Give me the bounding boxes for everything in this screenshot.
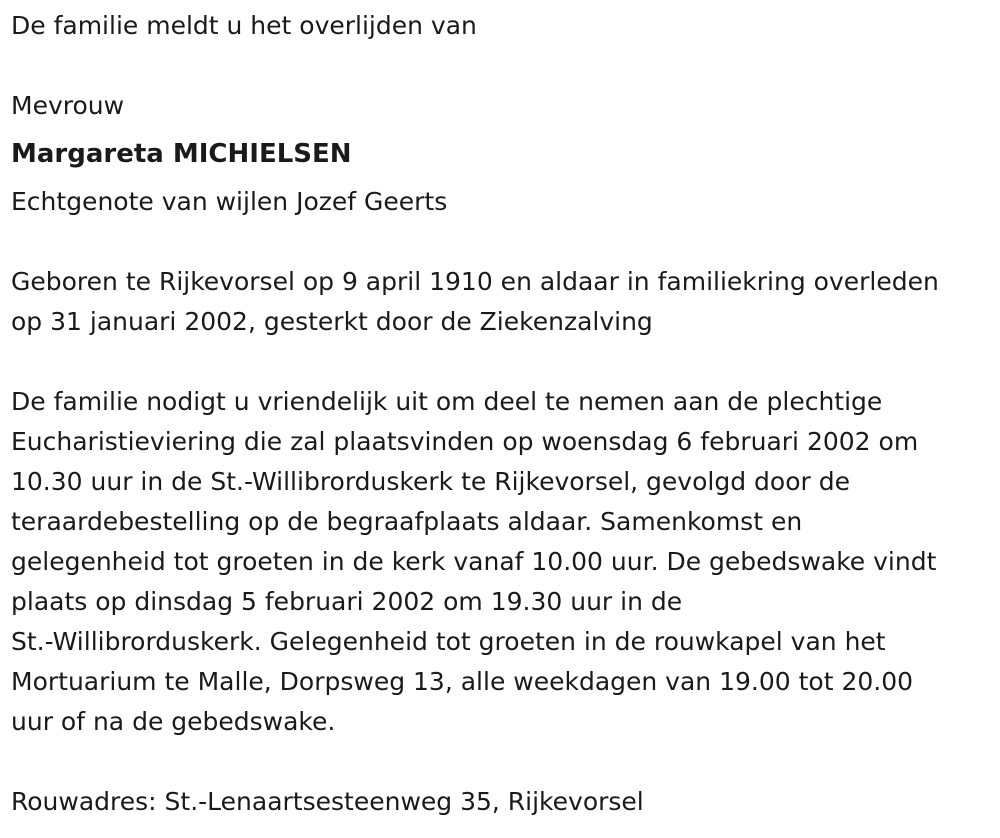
paragraph-line: teraardebestelling op de begraafplaats aldaar. Samenkomst en <box>11 507 803 536</box>
spacer <box>11 342 996 382</box>
paragraph-line: 10.30 uur in de St.-Willibrorduskerk te Rijkevorsel, gevolgd door de <box>11 467 850 496</box>
intro-text: De familie meldt u het overlijden van <box>11 11 477 40</box>
paragraph-line: St.-Willibrorduskerk. Gelegenheid tot groeten in de rouwkapel van het <box>11 627 886 656</box>
deceased-name: Margareta MICHIELSEN <box>11 139 352 169</box>
paragraph-line: plaats op dinsdag 5 februari 2002 om 19.30 uur in de <box>11 587 683 616</box>
paragraph-line: Geboren te Rijkevorsel op 9 april 1910 en aldaar in familiekring overleden <box>11 267 939 296</box>
spacer <box>11 742 996 782</box>
paragraph-line: Eucharistieviering die zal plaatsvinden op woensdag 6 februari 2002 om <box>11 427 919 456</box>
mourning-address: Rouwadres: St.-Lenaartsesteenweg 35, Rijkevorsel <box>11 787 644 816</box>
invitation-paragraph <box>11 382 996 742</box>
honorific-title: Mevrouw <box>11 91 125 120</box>
spacer <box>11 46 996 86</box>
spacer <box>11 222 996 262</box>
paragraph-line: op 31 januari 2002, gesterkt door de Ziekenzalving <box>11 307 653 336</box>
paragraph-line: gelegenheid tot groeten in de kerk vanaf 10.00 uur. De gebedswake vindt <box>11 547 937 576</box>
paragraph-line: Mortuarium te Malle, Dorpsweg 13, alle weekdagen van 19.00 tot 20.00 <box>11 667 914 696</box>
spouse-line: Echtgenote van wijlen Jozef Geerts <box>11 187 448 216</box>
obituary-notice <box>11 6 996 822</box>
paragraph-line: De familie nodigt u vriendelijk uit om deel te nemen aan de plechtige <box>11 387 883 416</box>
paragraph-line: uur of na de gebedswake. <box>11 707 336 736</box>
birth-death-paragraph <box>11 262 996 342</box>
